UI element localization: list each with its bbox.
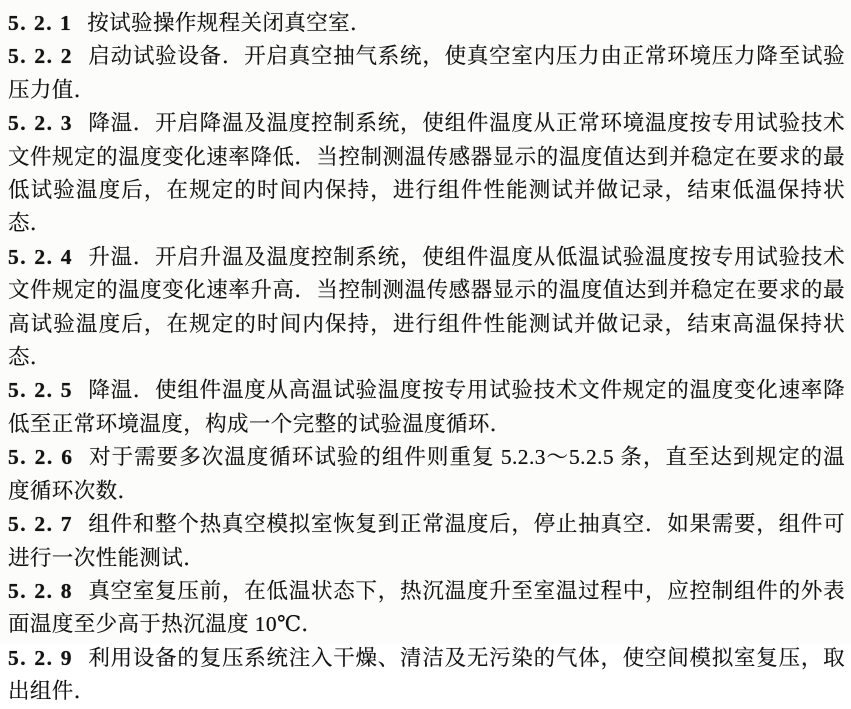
clause-text: 对于需要多次温度循环试验的组件则重复 5.2.3～5.2.5 条，直至达到规定的温度循环次数． bbox=[8, 445, 846, 503]
clause-5-2-9 bbox=[8, 642, 845, 709]
clause-number: 5. 2. 6 bbox=[8, 445, 74, 470]
clause-number: 5. 2. 9 bbox=[8, 645, 73, 670]
clause-5-2-2 bbox=[8, 40, 845, 107]
clause-number: 5. 2. 3 bbox=[8, 111, 73, 136]
clause-text: 按试验操作规程关闭真空室． bbox=[87, 11, 372, 35]
clause-5-2-6 bbox=[8, 441, 845, 508]
clause-5-2-3 bbox=[8, 107, 845, 241]
clause-number: 5. 2. 8 bbox=[8, 578, 73, 603]
clause-text: 降温．开启降温及温度控制系统，使组件温度从正常环境温度按专用试验技术文件规定的温度变化速率降低．当控制测温传感器显示的温度值达到并稳定在要求的最低试验温度后，在规定的时间内保持，进行组件性能测试并做记录，结束低温保持状态． bbox=[8, 111, 845, 236]
clause-5-2-1 bbox=[8, 7, 845, 40]
clause-text: 利用设备的复压系统注入干燥、清洁及无污染的气体，使空间模拟室复压，取出组件． bbox=[8, 645, 845, 704]
clause-number: 5. 2. 4 bbox=[8, 244, 73, 269]
clause-5-2-7 bbox=[8, 508, 845, 575]
clause-5-2-4 bbox=[8, 241, 845, 375]
clause-number: 5. 2. 5 bbox=[8, 378, 73, 403]
clause-text: 降温．使组件温度从高温试验温度按专用试验技术文件规定的温度变化速率降低至正常环境温度，构成一个完整的试验温度循环． bbox=[8, 378, 845, 436]
clause-text: 启动试验设备．开启真空抽气系统，使真空室内压力由正常环境压力降至试验压力值． bbox=[8, 44, 845, 102]
clause-number: 5. 2. 1 bbox=[8, 11, 73, 35]
clause-text: 升温．开启升温及温度控制系统，使组件温度从低温试验温度按专用试验技术文件规定的温度变化速率升高．当控制测温传感器显示的温度值达到并稳定在要求的最高试验温度后，在规定的时间内保持，进行组件性能测试并做记录，结束高温保持状态． bbox=[8, 244, 845, 370]
clause-5-2-5 bbox=[8, 374, 845, 441]
clause-text: 真空室复压前，在低温状态下，热沉温度升至室温过程中，应控制组件的外表面温度至少高于热沉温度 10℃． bbox=[8, 578, 845, 637]
clause-number: 5. 2. 2 bbox=[8, 44, 73, 69]
clause-5-2-8 bbox=[8, 575, 845, 642]
clause-number: 5. 2. 7 bbox=[8, 512, 73, 537]
clause-text: 组件和整个热真空模拟室恢复到正常温度后，停止抽真空．如果需要，组件可进行一次性能测试． bbox=[8, 512, 845, 570]
